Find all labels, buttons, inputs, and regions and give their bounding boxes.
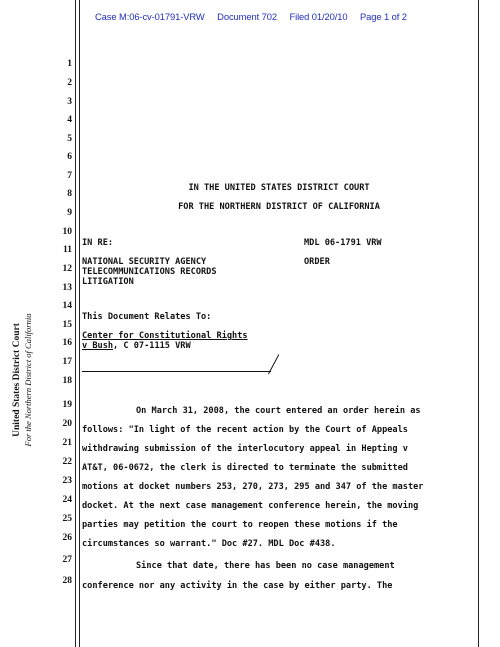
body-line: motions at docket numbers 253, 270, 273, 295 and 347 of the master <box>82 482 424 492</box>
line-number: 28 <box>62 576 72 586</box>
body-line: parties may petition the court to reopen these motions if the <box>82 520 398 530</box>
line-number: 23 <box>62 476 72 486</box>
line-number: 7 <box>67 171 72 181</box>
body-line: withdrawing submission of the interlocutory appeal in Hepting v <box>82 444 408 454</box>
body-line: follows: "In light of the recent action by the Court of Appeals <box>82 425 408 435</box>
body-line: circumstances so warrant." Doc #27. MDL Doc #438. <box>82 539 336 549</box>
line-number: 20 <box>62 419 72 429</box>
body-line: AT&T, 06-0672, the clerk is directed to terminate the submitted <box>82 463 408 473</box>
filing-header <box>95 11 415 22</box>
sidebar-district: For the Northern District of California <box>23 313 33 447</box>
caption-slash <box>268 354 279 374</box>
body-line: On March 31, 2008, the court entered an order herein as <box>136 406 421 416</box>
line-number: 1 <box>67 59 72 69</box>
line-number: 16 <box>62 338 72 348</box>
body-line: Since that date, there has been no case management <box>136 561 395 571</box>
line-number: 10 <box>62 227 72 237</box>
body-line: conference nor any activity in the case by either party. The <box>82 581 393 591</box>
case-party-line-1: NATIONAL SECURITY AGENCY <box>82 257 207 267</box>
line-number: 18 <box>62 376 72 386</box>
case-party-line-2: TELECOMMUNICATIONS RECORDS <box>82 267 217 277</box>
related-case-name: Center for Constitutional Rights <box>82 331 248 341</box>
line-number: 9 <box>67 208 72 218</box>
filed-date: Filed 01/20/10 <box>289 11 348 22</box>
court-sidebar <box>12 314 34 447</box>
line-number: 27 <box>62 555 72 565</box>
line-number: 4 <box>67 115 72 125</box>
page-indicator: Page 1 of 2 <box>360 11 407 22</box>
in-re-label: IN RE: <box>82 238 114 248</box>
order-label: ORDER <box>304 257 330 267</box>
line-number: 5 <box>67 134 72 144</box>
line-number: 8 <box>67 189 72 199</box>
line-number: 3 <box>67 97 72 107</box>
document-number: Document 702 <box>217 11 277 22</box>
line-number: 12 <box>62 264 72 274</box>
line-number: 26 <box>62 533 72 543</box>
related-case-docket: , C 07-1115 VRW <box>113 341 191 351</box>
mdl-number: MDL 06-1791 VRW <box>304 238 382 248</box>
line-number: 11 <box>63 245 72 255</box>
left-margin-rule <box>75 0 76 647</box>
court-district: FOR THE NORTHERN DISTRICT OF CALIFORNIA <box>178 202 380 212</box>
relates-to-label: This Document Relates To: <box>82 312 212 322</box>
line-number: 21 <box>62 438 72 448</box>
court-title: IN THE UNITED STATES DISTRICT COURT <box>188 183 370 193</box>
line-number: 19 <box>62 400 72 410</box>
left-margin-rule-inner <box>79 0 80 647</box>
line-number: 25 <box>62 514 72 524</box>
line-number: 22 <box>62 457 72 467</box>
case-party-line-3: LITIGATION <box>82 277 134 287</box>
line-number: 17 <box>62 357 72 367</box>
related-case-number <box>82 341 191 351</box>
line-number: 14 <box>62 301 72 311</box>
right-margin-rule <box>478 0 479 647</box>
line-number: 6 <box>67 152 72 162</box>
body-line: docket. At the next case management conference herein, the moving <box>82 501 419 511</box>
line-number: 15 <box>62 320 72 330</box>
line-number: 13 <box>62 283 72 293</box>
related-case-party: v Bush <box>82 341 114 351</box>
case-number: Case M:06-cv-01791-VRW <box>95 11 205 22</box>
line-number: 2 <box>67 78 72 88</box>
sidebar-court-name: United States District Court <box>12 323 22 437</box>
caption-rule <box>82 371 271 372</box>
line-number: 24 <box>62 495 72 505</box>
